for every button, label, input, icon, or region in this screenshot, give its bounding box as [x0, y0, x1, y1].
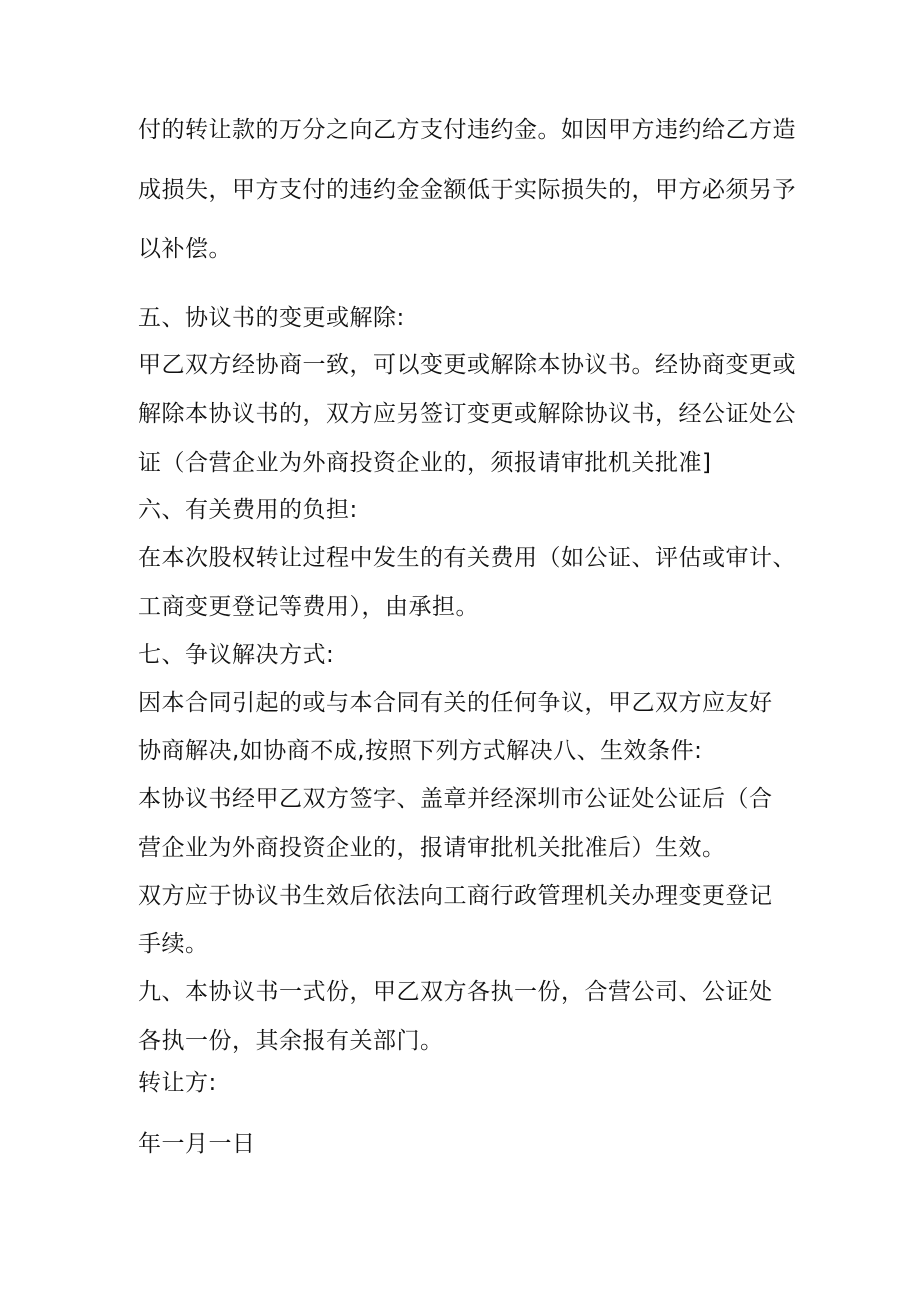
text-line-expenses-2: 工商变更登记等费用），由承担。	[138, 594, 479, 620]
text-line-amendment-1: 甲乙双方经协商一致，可以变更或解除本协议书。经协商变更或	[138, 352, 796, 378]
text-line-effective-1: 本协议书经甲乙双方签字、盖章并经深圳市公证处公证后（合	[138, 786, 773, 812]
text-line-dispute-1: 因本合同引起的或与本合同有关的任何争议，甲乙双方应友好	[138, 690, 773, 716]
text-line-amendment-3: 证（合营企业为外商投资企业的，须报请审批机关批准]	[138, 450, 712, 476]
signature-date: 年一月一日	[138, 1131, 256, 1157]
text-line-amendment-2: 解除本协议书的，双方应另签订变更或解除协议书，经公证处公	[138, 401, 796, 427]
text-line-copies-2: 各执一份，其余报有关部门。	[138, 1028, 444, 1054]
text-line-effective-2: 营企业为外商投资企业的，报请审批机关批准后）生效。	[138, 835, 726, 861]
text-line-expenses-1: 在本次股权转让过程中发生的有关费用（如公证、评估或审计、	[138, 545, 796, 571]
section-heading-dispute: 七、争议解决方式:	[138, 642, 335, 668]
text-line-breach-loss: 成损失，甲方支付的违约金金额低于实际损失的，甲方必须另予	[138, 177, 796, 203]
section-heading-copies: 九、本协议书一式份，甲乙双方各执一份，合营公司、公证处	[138, 979, 773, 1005]
section-heading-expenses: 六、有关费用的负担:	[138, 497, 358, 523]
text-line-registration-2: 手续。	[138, 931, 209, 957]
text-line-breach-penalty: 付的转让款的万分之向乙方支付违约金。如因甲方违约给乙方造	[138, 117, 796, 143]
text-line-dispute-2: 协商解决,如协商不成,按照下列方式解决八、生效条件:	[138, 738, 703, 764]
section-heading-amendment: 五、协议书的变更或解除:	[138, 305, 405, 331]
text-line-registration-1: 双方应于协议书生效后依法向工商行政管理机关办理变更登记	[138, 883, 773, 909]
signature-transferor-label: 转让方:	[138, 1070, 217, 1096]
text-line-compensation: 以补偿。	[138, 236, 232, 262]
